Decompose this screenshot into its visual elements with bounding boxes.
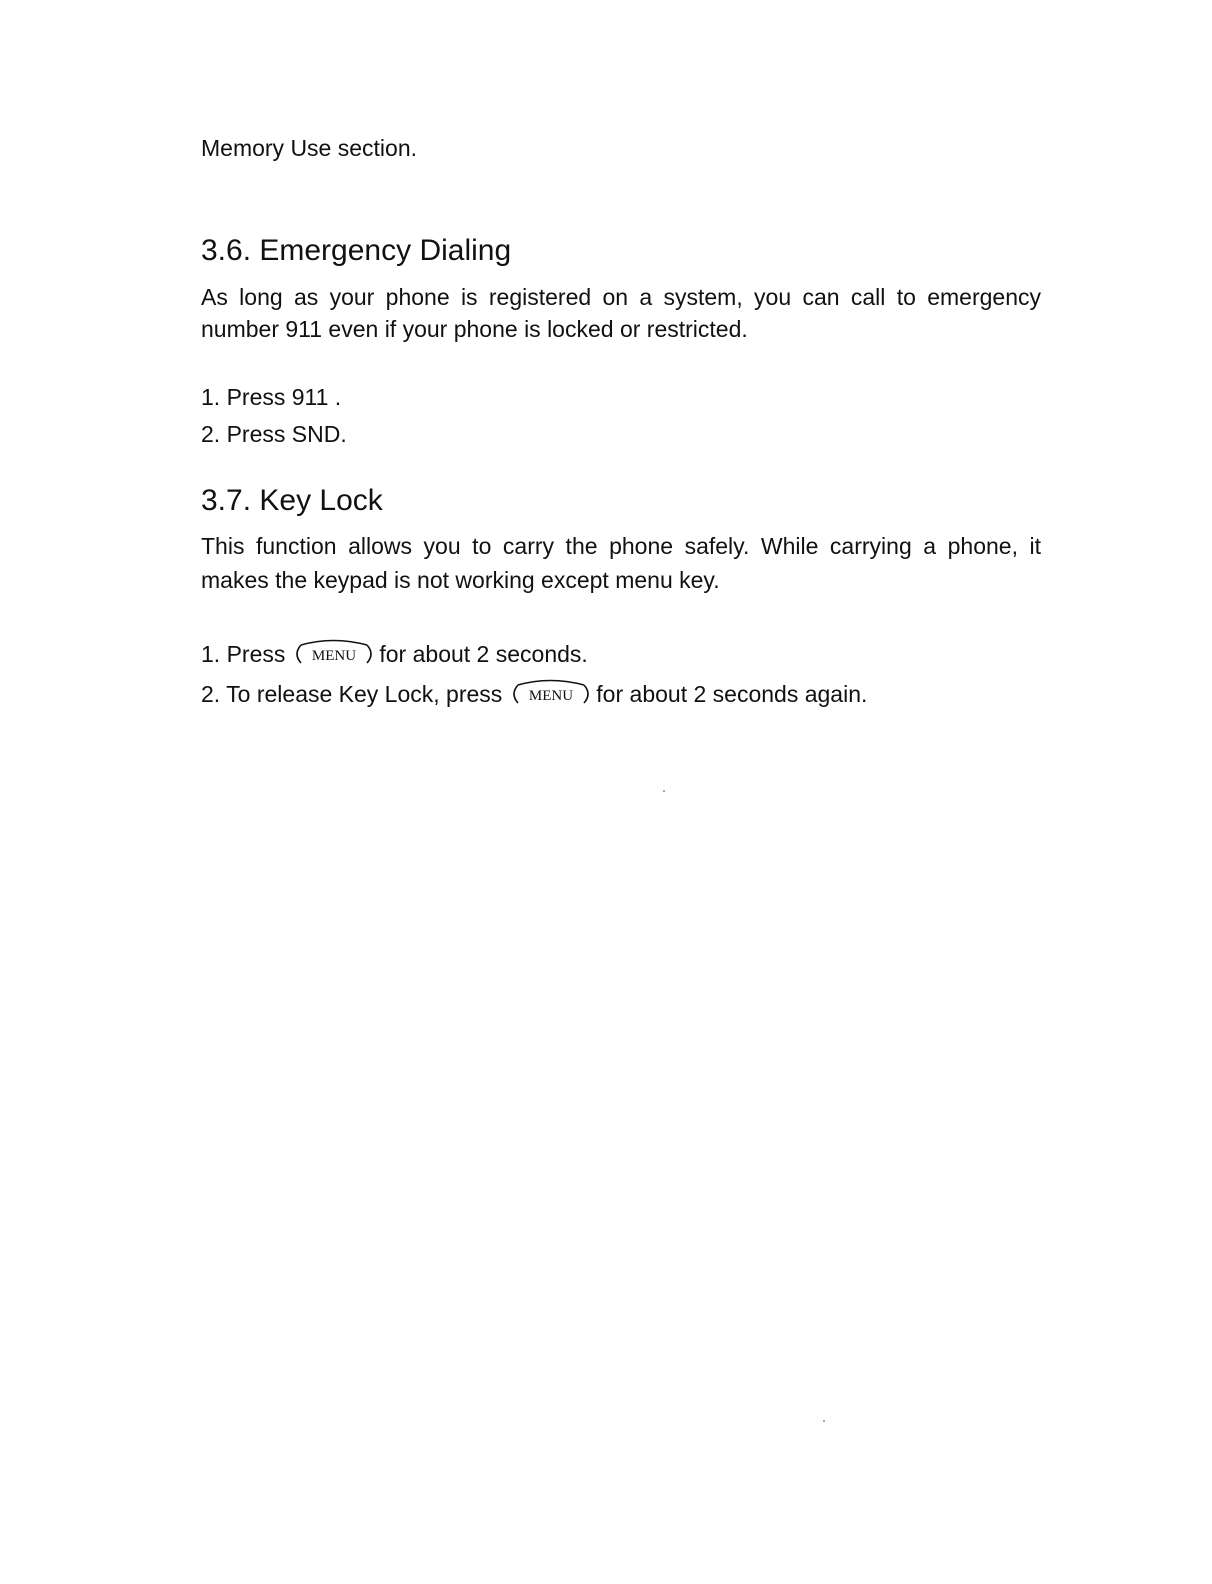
keylock-step-2-prefix: 2. To release Key Lock, press [201, 681, 503, 707]
keylock-step-2-suffix: for about 2 seconds again. [596, 681, 868, 707]
keylock-step-1-prefix: 1. Press [201, 641, 286, 667]
keylock-step-2 [201, 680, 867, 709]
emergency-step-2: 2. Press SND. [201, 421, 347, 447]
menu-key-icon [291, 639, 377, 669]
section-heading-key-lock: 3.7. Key Lock [201, 484, 383, 517]
emergency-step-1: 1. Press 911 . [201, 384, 342, 410]
menu-key-icon [508, 679, 594, 709]
keylock-step-1 [201, 640, 588, 669]
section-heading-emergency-dialing: 3.6. Emergency Dialing [201, 234, 512, 267]
keylock-paragraph-line-1: This function allows you to carry the phone safely. While carrying a phone, it [201, 533, 1041, 559]
keylock-step-1-suffix: for about 2 seconds. [379, 641, 588, 667]
scan-speck [663, 790, 665, 792]
emergency-paragraph-line-2: number 911 even if your phone is locked or restricted. [201, 316, 748, 342]
intro-text: Memory Use section. [201, 135, 418, 161]
menu-key-label: MENU [312, 647, 357, 664]
keylock-paragraph-line-2: makes the keypad is not working except menu key. [201, 567, 720, 593]
menu-key-label: MENU [529, 687, 574, 704]
scan-speck [823, 1420, 825, 1422]
emergency-paragraph-line-1: As long as your phone is registered on a system, you can call to emergency [201, 284, 1041, 310]
